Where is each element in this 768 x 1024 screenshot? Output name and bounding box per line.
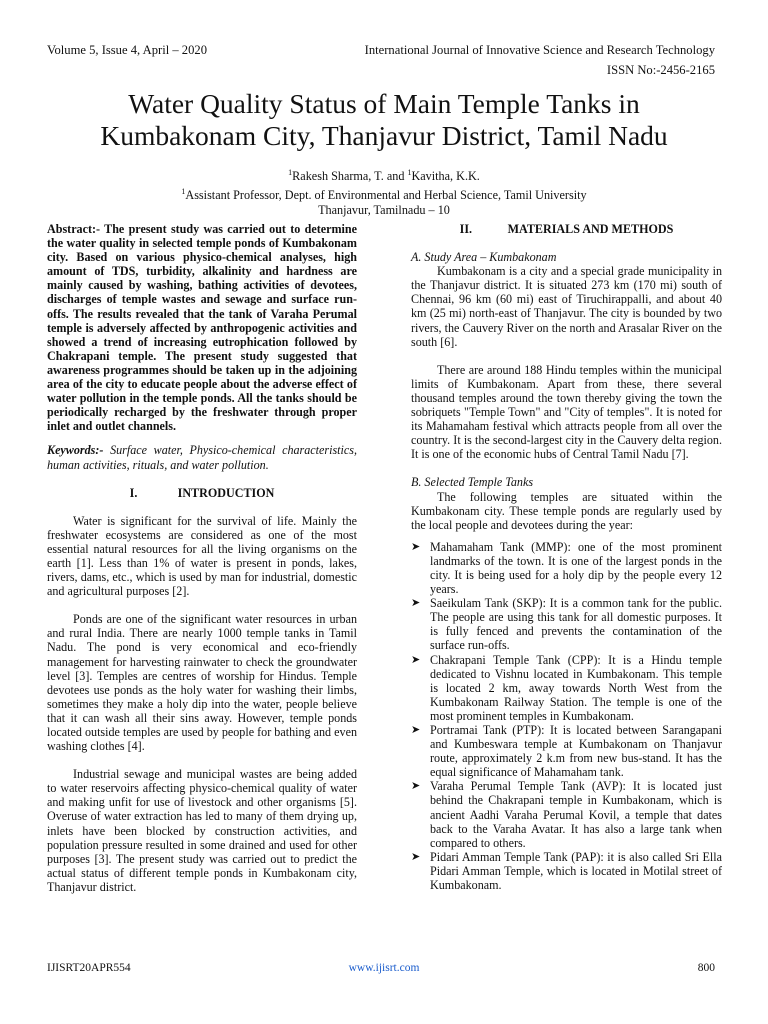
tank-text: Saeikulam Tank (SKP): It is a common tank for the public. The people are using this tank for all domestic purposes. It is fully fenced and prevents the contamination of the surface run-offs. [430,596,722,653]
list-item [411,596,722,652]
author-1: Rakesh Sharma, T. and [292,169,408,184]
arrow-bullet-icon: ➤ [411,850,421,863]
keywords-label: Keywords:- [47,443,104,458]
selected-tanks-paragraph: The following temples are situated within the Kumbakonam city. These temple ponds are regularly used by the local people and devotees during the year: [411,489,722,532]
affiliation-text: Assistant Professor, Dept. of Environmental and Herbal Science, Tamil University [185,188,587,203]
author-sup: 1 [407,168,412,177]
paper-id: IJISRT20APR554 [47,962,131,974]
arrow-bullet-icon: ➤ [411,597,421,610]
paper-title [40,88,728,152]
section-number: II. [459,222,473,236]
author-names [40,165,728,184]
tank-text: Varaha Perumal Temple Tank (AVP): It is located just behind the Chakrapani temple in Kumbakonam, which is ancient Aadhi Varaha Perumal Kovil, a temple that dates back to the Varaha Avatar. It has also a large tank when compared to others. [430,779,722,850]
title-line-1: Water Quality Status of Main Temple Tanks in [128,88,640,119]
intro-paragraph-3: Industrial sewage and municipal wastes are being added to water reservoirs affecting physico-chemical quality of water and making unfit for use of livestock and other organisms [5]. Overuse of water extraction has led to many of them drying up, inlets have been blocked by construction activities, and population pressure resulted in some drained and used for other purposes [3]. The present study was carried out to predict the actual status of different temple ponds in Kumbakonam city, Thanjavur district. [47,767,357,894]
affiliation-sup: 1 [181,187,186,197]
right-column [411,222,722,892]
journal-url-link[interactable]: www.ijisrt.com [348,962,420,974]
arrow-bullet-icon: ➤ [411,780,421,793]
left-column [47,222,357,908]
section-title: INTRODUCTION [177,485,275,500]
section-title: MATERIALS AND METHODS [507,222,674,236]
intro-paragraph-1: Water is significant for the survival of life. Mainly the freshwater ecosystems are considered as one of the most essential natural resources for all the living organisms on the earth [1]. Less than 1% of water is present in ponds, lakes, rivers, dams, etc., which is used by man for industrial, domestic and agricultural purposes [2]. [47,513,357,599]
abstract: Abstract:- The present study was carried out to determine the water quality in selected temple ponds of Kumbakonam city. Based on various physico-chemical analyses, high amount of TDS, turbidity, alkalinity and hardness are mainly caused by washing, bathing activities of devotees, discharges of temple wastes and sewage and surface run-offs. The results revealed that the tank of Varaha Perumal temple is adversely affected by anthropogenic activities and showed a trend of increasing eutrophication followed by Chakrapani temple. The present study suggested that awareness programmes should be taken up in the adjoining area of the city to educate people about the adverse effect of water pollution in the temple ponds. All the tanks should be periodically recharged by the freshwater through proper inlet and outlet channels. [47,222,357,434]
tank-text: Chakrapani Temple Tank (CPP): It is a Hindu temple dedicated to Vishnu located in Kumbakonam. This temple is located 2 km, away towards North West from the Kumbakonam Railway Station. The temple is one of the most prominent temples in Kumbakonam. [430,652,722,723]
issn: ISSN No:-2456-2165 [606,63,715,77]
author-block [40,165,728,218]
list-item [411,540,722,596]
tank-text: Portramai Tank (PTP): It is located between Sarangapani and Kumbeswara temple at Kumbakonam on Thanjavur route, approximately 2 k.m from new bus-stand. It has the equal significance of Mahamaham tank. [430,723,722,780]
subsection-study-area: A. Study Area – Kumbakonam [411,250,557,265]
list-item [411,779,722,849]
tank-text: Pidari Amman Temple Tank (PAP): it is also called Sri Ella Pidari Amman Temple, which is located in Motilal street of Kumbakonam. [430,849,722,893]
list-item [411,723,722,779]
keywords [47,443,357,471]
page-number: 800 [697,962,715,974]
author-2: Kavitha, K.K. [411,169,480,184]
keywords-text: Surface water, Physico-chemical characteristics, human activities, rituals, and water pollution. [47,443,357,472]
author-sup: 1 [288,168,293,177]
study-area-paragraph-2: There are around 188 Hindu temples within the municipal limits of Kumbakonam. Apart from these, there several thousand temples around the town thereby giving the town the sobriquets "Temple Town" and "City of temples". It is noted for its Mahamaham festival which attracts people from all over the country. It is the second-largest city in the Cauvery delta region. It is one of the economic hubs of Central Tamil Nadu [7]. [411,362,722,462]
section-heading-introduction [47,486,357,500]
intro-paragraph-2: Ponds are one of the significant water resources in urban and rural India. There are nearly 1000 temple tanks in Tamil Nadu. The pond is very economical and eco-friendly management for harvesting rainwater to check the groundwater level [3]. Temples are centres of worship for Hindus. Temple devotees use ponds as the holy water for washing their limbs, sometimes they make a holy dip into the water, people believe that it can wash all their sins away. However, temple ponds located outside temples are used by people for bathing and even washing clothes [4]. [47,612,357,754]
study-area-paragraph-1: Kumbakonam is a city and a special grade municipality in the Thanjavur district. It is situated 273 km (170 mi) south of Chennai, 96 km (60 mi) east of Tiruchirappalli, and about 40 km (25 mi) north-east of Thanjavur. The city is bounded by two rivers, the Cauvery River on the north and Arasalar River on the south [6]. [411,264,722,349]
list-item [411,653,722,723]
section-heading-methods [411,222,722,236]
section-number: I. [129,485,138,500]
volume-issue: Volume 5, Issue 4, April – 2020 [47,43,207,57]
arrow-bullet-icon: ➤ [411,653,421,666]
address: Thanjavur, Tamilnadu – 10 [318,203,450,218]
tank-text: Mahamaham Tank (MMP): one of the most prominent landmarks of the town. It is one of the largest ponds in the city. It is being used for a holy dip by the people every 12 years. [430,539,722,597]
subsection-selected-tanks: B. Selected Temple Tanks [411,475,534,490]
tank-list [411,540,722,892]
journal-name: International Journal of Innovative Science and Research Technology [364,43,715,57]
title-line-2: Kumbakonam City, Thanjavur District, Tamil Nadu [100,120,668,151]
arrow-bullet-icon: ➤ [411,540,421,553]
affiliation [40,184,728,203]
list-item [411,850,722,892]
arrow-bullet-icon: ➤ [411,724,421,736]
